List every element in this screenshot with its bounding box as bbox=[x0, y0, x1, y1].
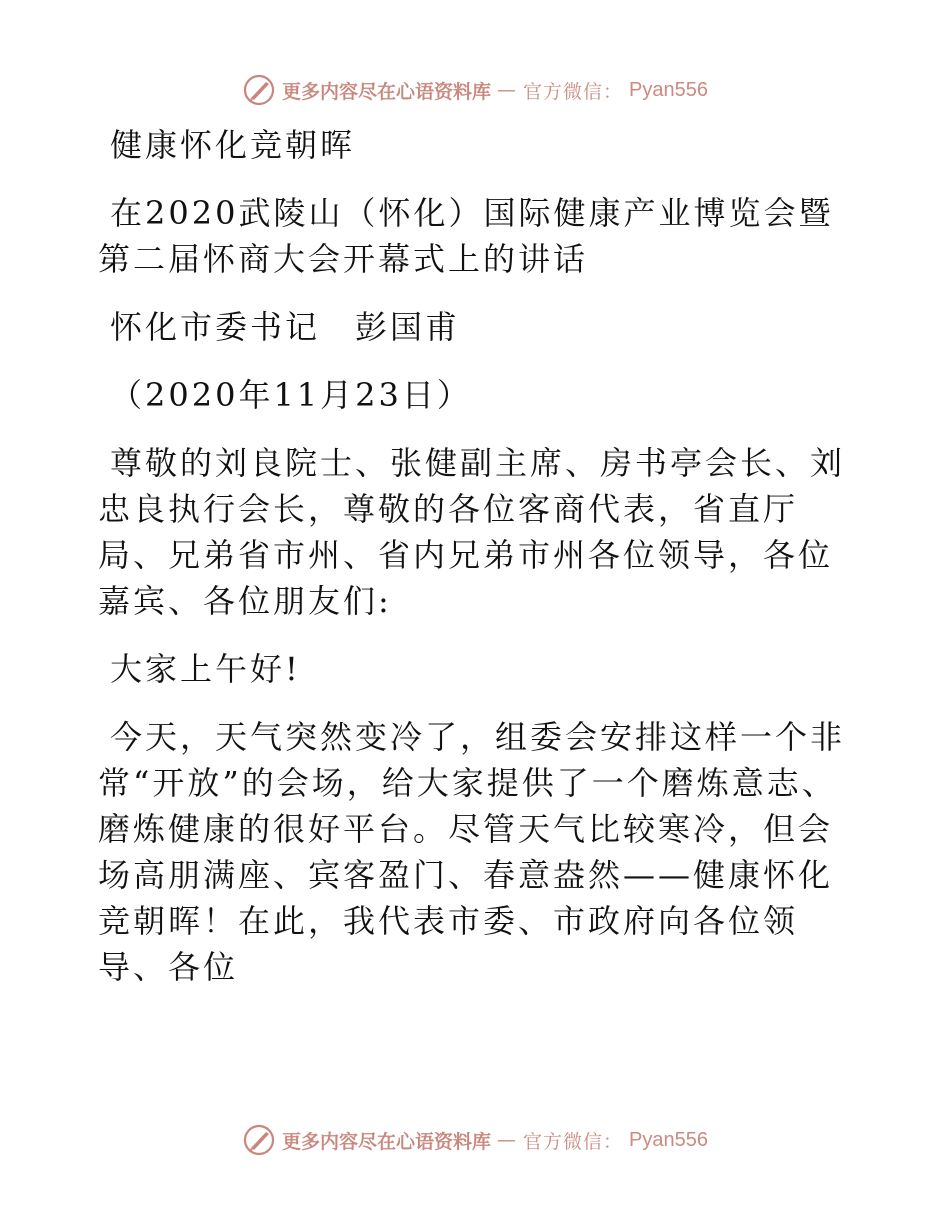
document-body bbox=[98, 122, 848, 1012]
document-title-text: 健康怀化竞朝晖 bbox=[110, 126, 356, 164]
watermark-footer bbox=[0, 1120, 950, 1160]
watermark-wechat-id: Pyan556 bbox=[629, 1128, 708, 1151]
document-subtitle bbox=[98, 190, 848, 282]
watermark-dash: — bbox=[497, 1129, 518, 1151]
watermark-dash: — bbox=[497, 79, 518, 101]
watermark-brand: 更多内容尽在心语资料库 bbox=[282, 80, 492, 103]
document-subtitle-text: 在2020武陵山（怀化）国际健康产业博览会暨第二届怀商大会开幕式上的讲话 bbox=[98, 194, 834, 278]
document-speaker-text: 怀化市委书记 彭国甫 bbox=[110, 308, 461, 346]
watermark-wechat-label: 官方微信： bbox=[523, 80, 624, 103]
document-salutation-text: 尊敬的刘良院士、张健副主席、房书亭会长、刘忠良执行会长，尊敬的各位客商代表，省直厅局、兄弟省市州、省内兄弟市州各位领导，各位嘉宾、各位朋友们: bbox=[98, 444, 846, 620]
watermark-wechat-id: Pyan556 bbox=[629, 78, 708, 101]
watermark-wechat-label: 官方微信： bbox=[523, 1130, 624, 1153]
document-speaker bbox=[98, 304, 848, 350]
document-title bbox=[98, 122, 848, 168]
quill-pen-circle-icon bbox=[242, 1123, 276, 1157]
document-body-paragraph bbox=[98, 714, 848, 990]
document-greeting-text: 大家上午好! bbox=[110, 650, 301, 688]
quill-pen-circle-icon bbox=[242, 73, 276, 107]
watermark-header bbox=[0, 70, 950, 110]
document-date bbox=[98, 372, 848, 418]
document-greeting bbox=[98, 646, 848, 692]
watermark-brand: 更多内容尽在心语资料库 bbox=[282, 1130, 492, 1153]
document-date-text: （2020年11月23日） bbox=[110, 376, 472, 414]
document-salutation bbox=[98, 440, 848, 624]
document-body-paragraph-text: 今天，天气突然变冷了，组委会安排这样一个非常“开放”的会场，给大家提供了一个磨炼意志、磨炼健康的很好平台。尽管天气比较寒冷，但会场高朋满座、宾客盈门、春意盎然——健康怀化竞朝晖！在此，我代表市委、市政府向各位领导、各位 bbox=[98, 718, 846, 986]
